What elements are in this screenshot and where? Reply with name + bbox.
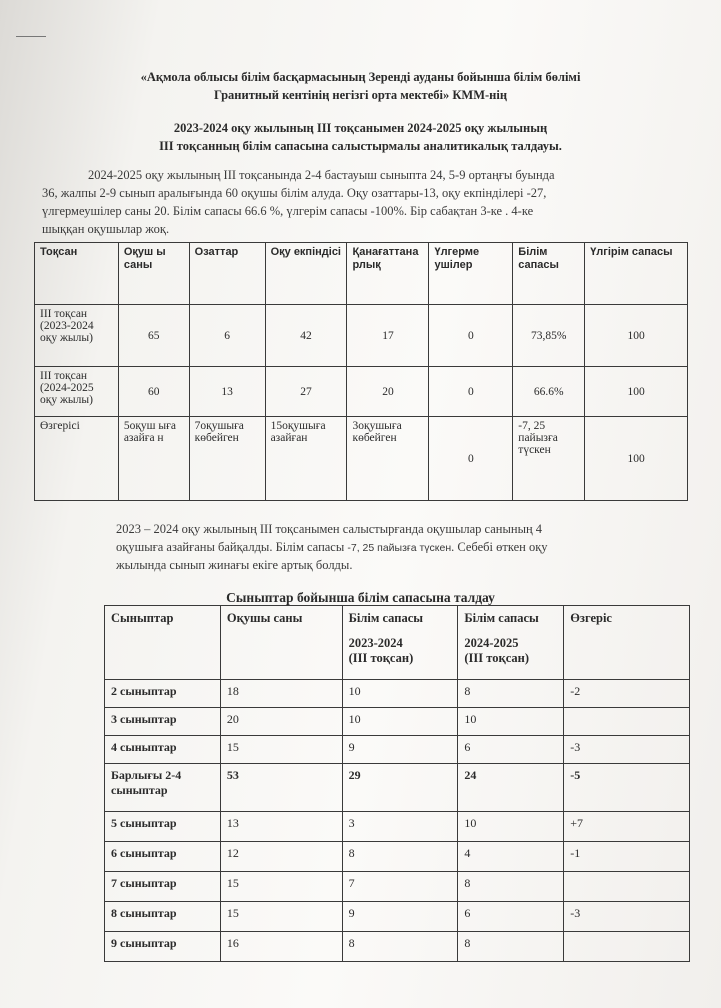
table2-cell: 24	[458, 764, 564, 812]
intro-line-4: шыққан оқушылар жоқ.	[42, 222, 170, 236]
table2-cell: -5	[564, 764, 690, 812]
table2-header-cell: Өзгеріс	[564, 606, 690, 680]
table1-cell: 7оқушыға көбейген	[189, 417, 265, 501]
table1-cell: 13	[189, 367, 265, 417]
table2-cell: 12	[220, 842, 342, 872]
table2-row	[105, 842, 690, 872]
table1-header-cell: Озаттар	[189, 243, 265, 305]
table2-cell: 15	[220, 872, 342, 902]
table2-cell: 3	[342, 812, 458, 842]
table2-cell: 8	[342, 842, 458, 872]
table1-cell: 0	[429, 305, 513, 367]
middle-line-2c: . Себебі өткен оқу	[451, 540, 548, 554]
table1-cell: 100	[585, 305, 688, 367]
table2-cell: +7	[564, 812, 690, 842]
table2-row	[105, 902, 690, 932]
table2-cell: -3	[564, 902, 690, 932]
table2-header-text: (ІІІ тоқсан)	[348, 651, 414, 665]
table2-row	[105, 872, 690, 902]
table1-cell: 17	[347, 305, 429, 367]
table2-cell: 8 сыныптар	[105, 902, 221, 932]
table2-header-cell	[342, 606, 458, 680]
table1-cell: 65	[118, 305, 189, 367]
table2-cell: 9	[342, 902, 458, 932]
table2-row	[105, 736, 690, 764]
table2-cell: 6	[458, 902, 564, 932]
table2-header-text: Білім сапасы	[464, 611, 539, 625]
table2-header-text: 2024-2025	[464, 636, 519, 650]
table1-cell: 0	[429, 367, 513, 417]
table2-cell: 18	[220, 680, 342, 708]
table2-header-cell	[458, 606, 564, 680]
intro-line-1: 2024-2025 оқу жылының ІІІ тоқсанында 2-4 бастауыш сыныпта 24, 5-9 ортаңғы буында	[88, 168, 555, 182]
table1-header-cell: Оқуш ы саны	[118, 243, 189, 305]
table2-cell: 10	[458, 708, 564, 736]
table2-cell: 9	[342, 736, 458, 764]
intro-line-2: 36, жалпы 2-9 сынып аралығында 60 оқушы білім алуда. Оқу озаттары-13, оқу екпінділері -27,	[42, 186, 547, 200]
table1-cell: 100	[585, 417, 688, 501]
intro-line-3: үлгермеушілер саны 20. Білім сапасы 66.6 %, үлгерім сапасы -100%. Бір сабақтан 3-ке . 4-ке	[42, 204, 534, 218]
middle-line-3: жылында сынып жинағы екіге артық болды.	[116, 558, 353, 572]
table1-cell: 20	[347, 367, 429, 417]
table2-cell: 7	[342, 872, 458, 902]
table1-cell: ІІІ тоқсан (2024-2025 оқу жылы)	[35, 367, 119, 417]
class-quality-table	[104, 605, 690, 962]
table2-header-text: (ІІІ тоқсан)	[464, 651, 530, 665]
table1-cell: 73,85%	[513, 305, 585, 367]
table2-row	[105, 708, 690, 736]
table2-cell: 4	[458, 842, 564, 872]
table1-row	[35, 305, 688, 367]
table2-cell: 53	[220, 764, 342, 812]
table1-header-row	[35, 243, 688, 305]
table1-header-cell: Үлгерме ушілер	[429, 243, 513, 305]
middle-line-1: 2023 – 2024 оқу жылының ІІІ тоқсанымен салыстырғанда оқушылар санының 4	[116, 522, 543, 536]
table1-row	[35, 417, 688, 501]
table2-cell: 2 сыныптар	[105, 680, 221, 708]
table1-cell: 6	[189, 305, 265, 367]
table2-cell: 10	[342, 708, 458, 736]
table2-cell: 5 сыныптар	[105, 812, 221, 842]
table2-cell: 8	[458, 932, 564, 962]
table2-cell: 8	[458, 872, 564, 902]
middle-line-2a: оқушыға азайғаны байқалды. Білім сапасы	[116, 540, 348, 554]
table2-header-cell: Сыныптар	[105, 606, 221, 680]
table2-cell: 10	[458, 812, 564, 842]
table2-header-row	[105, 606, 690, 680]
table2-row	[105, 812, 690, 842]
table1-cell: -7, 25 пайызға түскен	[513, 417, 585, 501]
table1-header-cell: Білім сапасы	[513, 243, 585, 305]
table2-cell: 4 сыныптар	[105, 736, 221, 764]
table1-cell: 3оқушыға көбейген	[347, 417, 429, 501]
table2-cell: 6	[458, 736, 564, 764]
table2-cell	[564, 932, 690, 962]
table1-cell: 27	[265, 367, 347, 417]
table2-cell: 20	[220, 708, 342, 736]
table1-cell: 42	[265, 305, 347, 367]
table2-cell: -3	[564, 736, 690, 764]
table2-row	[105, 932, 690, 962]
table2-cell: 6 сыныптар	[105, 842, 221, 872]
table1-cell: 0	[429, 417, 513, 501]
table2-cell: 3 сыныптар	[105, 708, 221, 736]
table2-header-text: 2023-2024	[348, 636, 403, 650]
table1-cell: 5оқуш ыға азайға н	[118, 417, 189, 501]
middle-line-2b: -7, 25 пайызға түскен	[347, 542, 452, 554]
quarter-comparison-table	[34, 242, 688, 501]
table2-row	[105, 764, 690, 812]
table1-cell: 60	[118, 367, 189, 417]
header-line-2: Гранитный кентінің негізгі орта мектебі» КММ-нің	[213, 88, 508, 102]
table2-row	[105, 680, 690, 708]
table2-cell: 8	[342, 932, 458, 962]
table2-cell: 10	[342, 680, 458, 708]
table2-cell: 8	[458, 680, 564, 708]
table1-cell: 66.6%	[513, 367, 585, 417]
corner-mark	[16, 36, 46, 37]
table2-cell: 9 сыныптар	[105, 932, 221, 962]
table2-cell: Барлығы 2-4 сыныптар	[105, 764, 221, 812]
table2-cell	[564, 708, 690, 736]
table2-cell: 29	[342, 764, 458, 812]
header-line-3: 2023-2024 оқу жылының ІІІ тоқсанымен 2024-2025 оқу жылының	[173, 121, 548, 135]
table1-header-cell: Қанағаттана рлық	[347, 243, 429, 305]
table2-cell: -2	[564, 680, 690, 708]
table2-header-cell: Оқушы саны	[220, 606, 342, 680]
table1-cell: Өзгерісі	[35, 417, 119, 501]
table1-header-cell: Тоқсан	[35, 243, 119, 305]
table1-header-cell: Оқу екпіндісі	[265, 243, 347, 305]
table2-cell: -1	[564, 842, 690, 872]
header-line-4: ІІІ тоқсанның білім сапасына салыстырмалы аналитикалық талдауы.	[159, 139, 562, 153]
table2-cell: 16	[220, 932, 342, 962]
table2-header-text: Білім сапасы	[348, 611, 424, 625]
table2-cell: 15	[220, 736, 342, 764]
table1-cell: 15оқушыға азайған	[265, 417, 347, 501]
middle-line-2	[116, 538, 548, 557]
table1-cell: ІІІ тоқсан (2023-2024 оқу жылы)	[35, 305, 119, 367]
table2-caption: Сыныптар бойынша білім сапасына талдау	[226, 590, 495, 605]
table2-cell	[564, 872, 690, 902]
table1-row	[35, 367, 688, 417]
table1-header-cell: Үлгірім сапасы	[585, 243, 688, 305]
table2-cell: 7 сыныптар	[105, 872, 221, 902]
table2-cell: 13	[220, 812, 342, 842]
table1-cell: 100	[585, 367, 688, 417]
table2-cell: 15	[220, 902, 342, 932]
header-line-1: «Ақмола облысы білім басқармасының Зеренді ауданы бойынша білім бөлімі	[140, 70, 581, 84]
